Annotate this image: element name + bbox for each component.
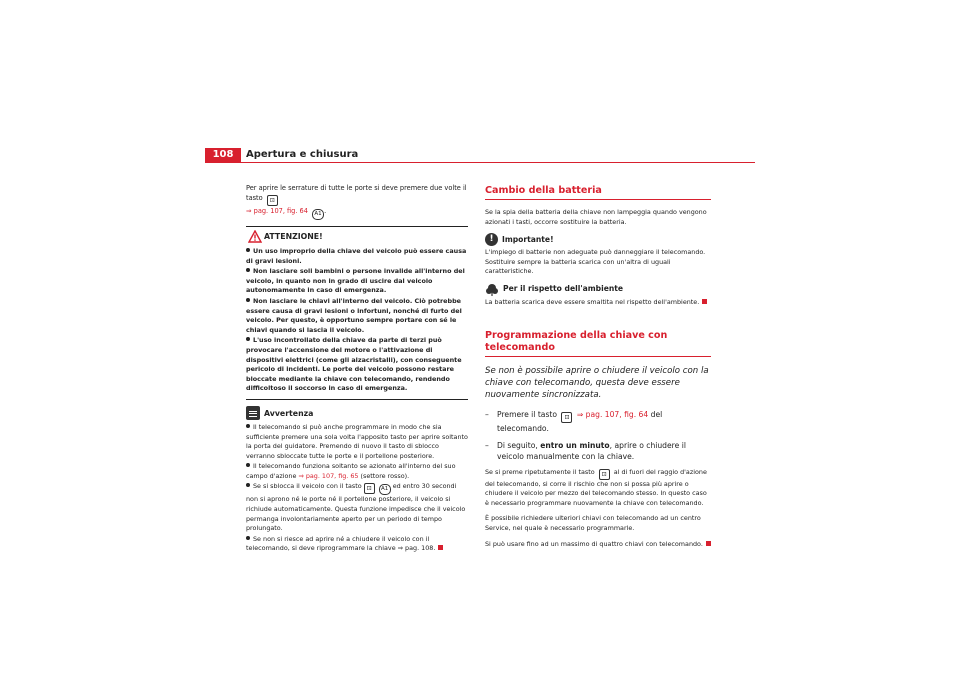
- warning-item: Non lasciare soli bambini o persone invalide all'interno del veicolo, in quanto non in grado di uscire dal veicolo autonomamente in caso di emergenza.: [246, 267, 465, 295]
- bullet-icon: [246, 268, 250, 272]
- important-title: ! Importante!: [485, 233, 711, 246]
- step-reference-link[interactable]: ⇒ pag. 107, fig. 64: [576, 409, 649, 419]
- environment-title: Per il rispetto dell'ambiente: [485, 283, 711, 296]
- programming-intro: Se non è possibile aprire o chiudere il veicolo con la chiave con telecomando, questa deve essere nuovamente sincronizzata.: [485, 365, 709, 400]
- section-rule: [485, 199, 711, 200]
- programming-section-title: Programmazione della chiave con telecomando: [485, 329, 668, 353]
- bullet-icon: [246, 248, 250, 252]
- bullet-icon: [246, 337, 250, 341]
- page-number: 108: [205, 148, 241, 162]
- left-column: [246, 183, 468, 555]
- note-item: Se non si riesce ad aprire né a chiudere il veicolo con il telecomando, si deve riprogrammare la chiave ⇒ pag. 108.: [246, 535, 468, 554]
- intro-reference-link[interactable]: pag. 107, fig. 64: [253, 207, 308, 215]
- note-icon: [246, 406, 260, 420]
- programming-paragraph: Si può usare fino ad un massimo di quattro chiavi con telecomando.: [485, 540, 711, 550]
- battery-section-title: Cambio della batteria: [485, 185, 602, 196]
- step-item: – Premere il tasto ⊡ ⇒ pag. 107, fig. 64 del telecomando.: [485, 409, 663, 433]
- intro-arrow: ⇒: [246, 207, 252, 215]
- bullet-icon: [246, 424, 250, 428]
- unlock-key-icon: ⊡: [599, 469, 610, 480]
- programming-paragraph: È possibile richiedere ulteriori chiavi con telecomando ad un centro Service, nel quale è necessario programmarle.: [485, 514, 701, 532]
- warning-item: Un uso improprio della chiave del veicolo può essere causa di gravi lesioni.: [246, 247, 467, 265]
- section-rule: [485, 356, 711, 357]
- dash-marker: –: [485, 440, 489, 450]
- bullet-icon: [246, 298, 250, 302]
- unlock-key-icon: ⊡: [267, 195, 278, 206]
- end-mark-icon: [702, 299, 707, 304]
- note-reference-link[interactable]: ⇒ pag. 107, fig. 65: [298, 471, 359, 480]
- step-item: – Di seguito, entro un minuto, aprire o chiudere il veicolo manualmente con la chiave.: [485, 440, 686, 461]
- battery-text: Se la spia della batteria della chiave non lampeggia quando vengono azionati i tasti, occorre sostituire la batteria.: [485, 208, 707, 226]
- environment-text: La batteria scarica deve essere smaltita nel rispetto dell'ambiente.: [485, 298, 711, 308]
- important-text: L'impiego di batterie non adeguate può danneggiare il telecomando. Sostituire sempre la batteria scarica con un'altra di uguali caratteristiche.: [485, 248, 706, 276]
- bullet-icon: [246, 536, 250, 540]
- bullet-icon: [246, 483, 250, 487]
- bullet-icon: [246, 463, 250, 467]
- warning-title: ATTENZIONE!: [264, 231, 468, 243]
- warning-item: Non lasciare le chiavi all'interno del veicolo. Ciò potrebbe essere causa di gravi lesioni o infortuni, nonché di furto del veicolo. Per questo, è opportuno sempre portare con sé le chiavi quando si lascia il veicolo.: [246, 296, 462, 334]
- note-item: Il telecomando funziona soltanto se azionato all'interno del suo campo d'azione ⇒ pag. 107, fig. 65 (settore rosso).: [246, 462, 456, 480]
- note-item: Se si sblocca il veicolo con il tasto ⊡ A1 ed entro 30 secondi non si aprono né le porte né il portellone posteriore, il veicolo si richiude automaticamente. Questa funzione impedisce che il veicolo permanga involontariamente aperto per un periodo di tempo prolungato.: [246, 482, 466, 533]
- unlock-key-icon: ⊡: [561, 412, 572, 423]
- end-mark-icon: [438, 545, 443, 550]
- intro-paragraph: Per aprire le serrature di tutte le porte si deve premere due volte il tasto ⊡ ⇒ pag. 107, fig. 64 A1 .: [246, 183, 468, 220]
- key-a1-badge: A1: [312, 209, 324, 220]
- important-icon: !: [485, 233, 498, 246]
- note-title: Avvertenza: [246, 406, 468, 420]
- chapter-title: Apertura e chiusura: [246, 149, 359, 160]
- right-column: [485, 183, 711, 555]
- header-rule: [205, 162, 755, 163]
- warning-item: L'uso incontrollato della chiave da parte di terzi può provocare l'accensione del motore o l'attivazione di dispositivi elettrici (come gli alzacristalli), con conseguente pericolo di incidenti. Le porte del veicolo possono restare bloccate mediante la chiave con telecomando, rendendo difficoltoso il soccorso in caso di emergenza.: [246, 336, 462, 393]
- key-a1-badge: A1: [379, 484, 391, 495]
- end-mark-icon: [706, 541, 711, 546]
- programming-paragraph: Se si preme ripetutamente il tasto ⊡ al di fuori del raggio d'azione del telecomando, si corre il rischio che non si possa più aprire o chiudere il veicolo per mezzo del telecomando stesso. In questo caso è necessario programmare nuovamente la chiave con telecomando.: [485, 467, 707, 507]
- environment-icon: [485, 283, 499, 296]
- warning-triangle-icon: [248, 230, 262, 243]
- unlock-key-icon: ⊡: [364, 483, 375, 494]
- warning-box: [246, 226, 468, 400]
- dash-marker: –: [485, 409, 489, 419]
- note-item: Il telecomando si può anche programmare in modo che sia sufficiente premere una sola volta l'apposito tasto per aprire soltanto la porta del guidatore. Premendo di nuovo il tasto di sblocco verranno sbloccate tutte le porte e il portellone posteriore.: [246, 422, 468, 460]
